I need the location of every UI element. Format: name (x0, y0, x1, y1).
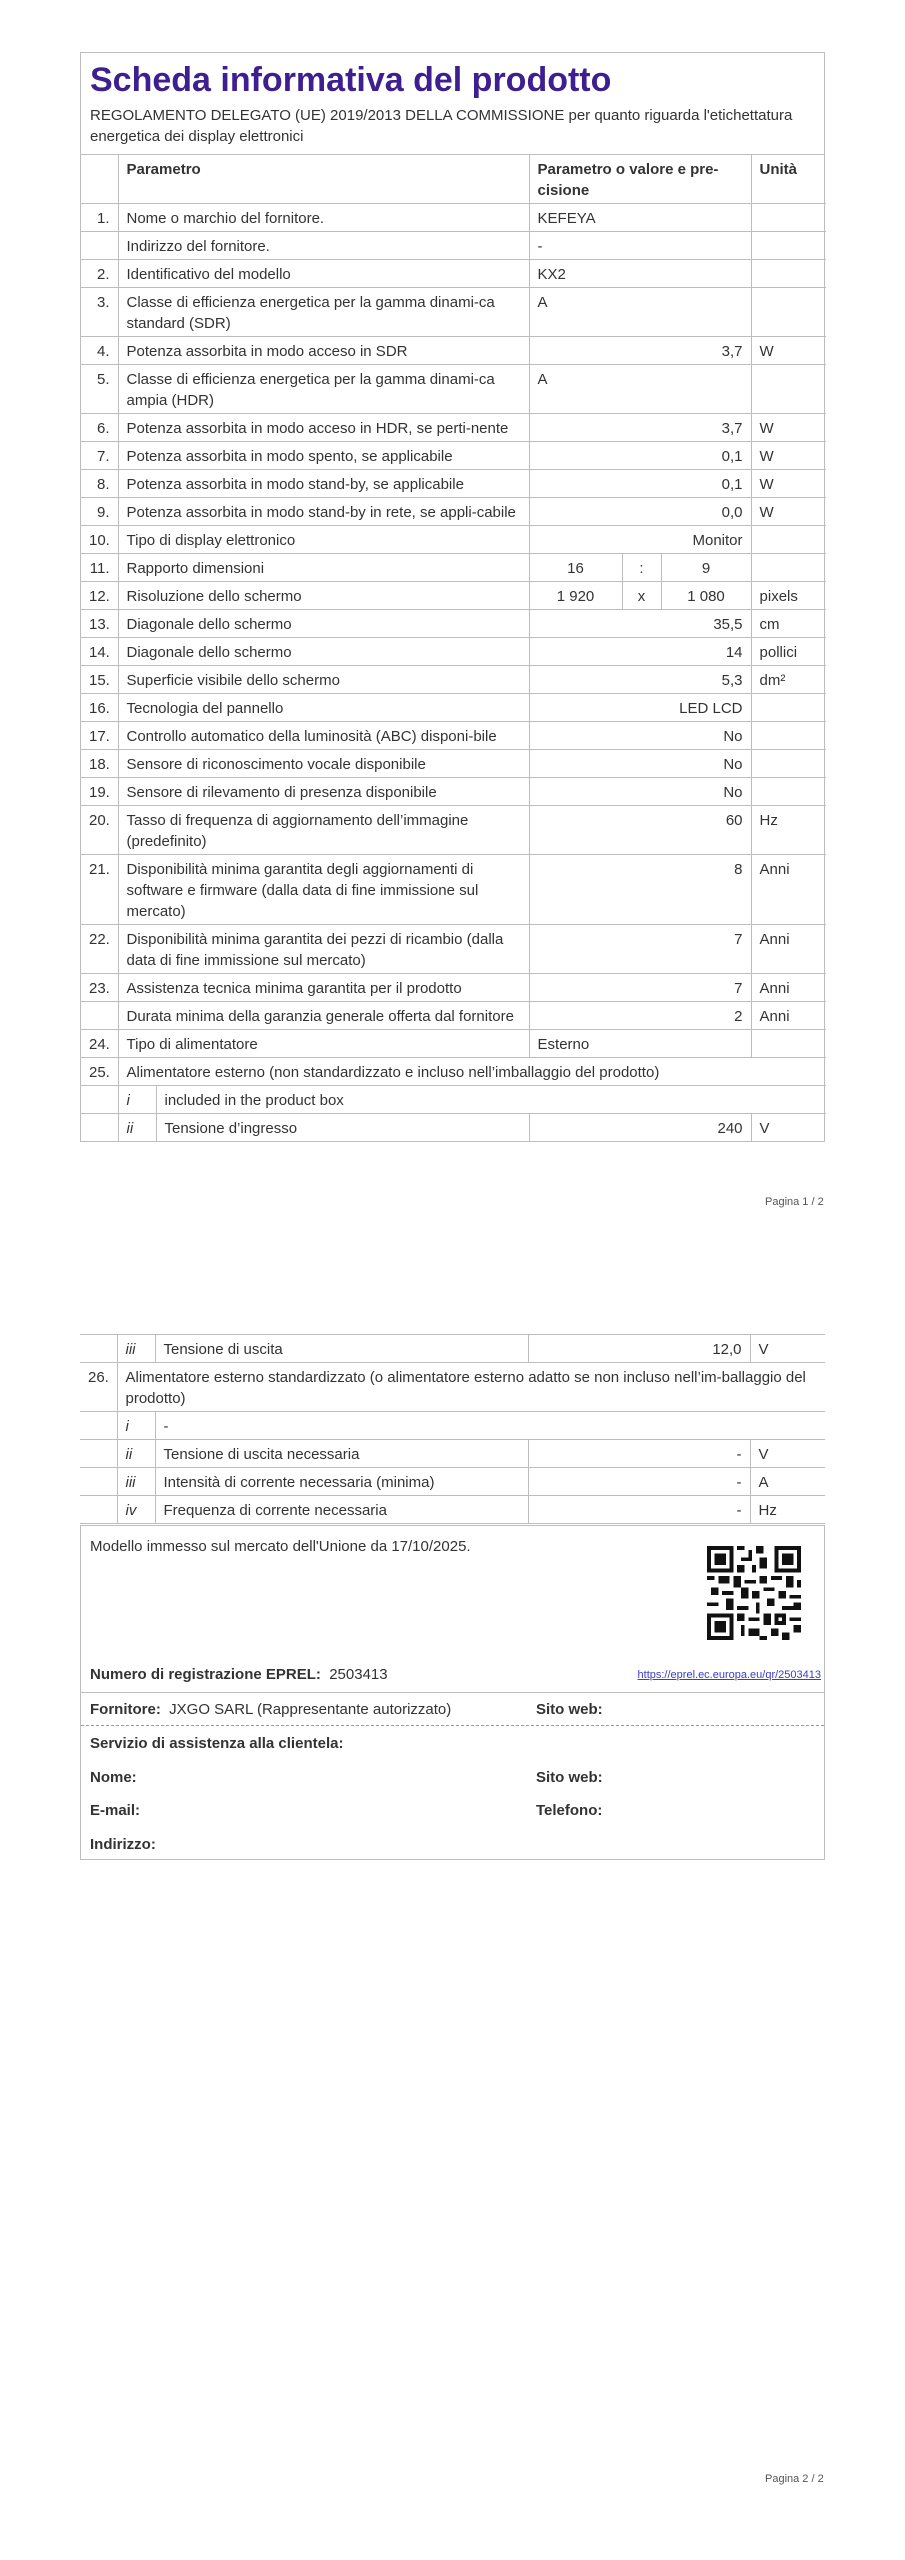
header-param: Parametro (118, 155, 529, 204)
row-number: 9. (81, 498, 118, 526)
table-row (81, 498, 826, 526)
table-row (81, 414, 826, 442)
product-info-sheet-page-2 (80, 1334, 825, 1524)
table-row (81, 694, 826, 722)
row-param: Controllo automatico della luminosità (ABC) disponi-bile (118, 722, 529, 750)
row-unit (751, 288, 826, 337)
resolution-width: 1 920 (529, 582, 622, 610)
row-param: Tipo di alimentatore (118, 1030, 529, 1058)
row-number: 11. (81, 554, 118, 582)
sheet-header (81, 53, 824, 155)
table-row (81, 1002, 826, 1030)
row-unit: A (750, 1468, 825, 1496)
row-value: 3,7 (529, 414, 751, 442)
table-row (81, 288, 826, 337)
header-unit: Unità (751, 155, 826, 204)
row-number: 15. (81, 666, 118, 694)
row-param: Rapporto dimensioni (118, 554, 529, 582)
ratio-height: 9 (661, 554, 751, 582)
row-param: Potenza assorbita in modo acceso in SDR (118, 337, 529, 365)
row-roman: ii (117, 1440, 155, 1468)
supplier-line (90, 1701, 451, 1718)
row-unit (751, 1030, 826, 1058)
service-website-label: Sito web: (536, 1769, 603, 1786)
row-unit: W (751, 337, 826, 365)
row-unit: pollici (751, 638, 826, 666)
table-row (80, 1363, 825, 1412)
row-unit (751, 778, 826, 806)
row-param: Superficie visibile dello schermo (118, 666, 529, 694)
row-number: 2. (81, 260, 118, 288)
row-roman: iv (117, 1496, 155, 1524)
customer-service-label: Servizio di assistenza alla clientela: (90, 1735, 344, 1752)
row-param: Tipo di display elettronico (118, 526, 529, 554)
row-number: 26. (80, 1363, 117, 1412)
row-param: Tensione d’ingresso (156, 1114, 529, 1142)
table-row (81, 925, 826, 974)
row-param: Potenza assorbita in modo acceso in HDR, se perti-nente (118, 414, 529, 442)
row-unit (751, 750, 826, 778)
row-unit: V (751, 1114, 826, 1142)
row-value: - (528, 1440, 750, 1468)
row-param: included in the product box (156, 1086, 826, 1114)
divider (81, 1692, 824, 1693)
row-number (81, 1002, 118, 1030)
table-row (81, 260, 826, 288)
table-row (81, 638, 826, 666)
row-param: Potenza assorbita in modo stand-by in rete, se appli-cabile (118, 498, 529, 526)
row-number: 17. (81, 722, 118, 750)
row-param: Potenza assorbita in modo stand-by, se applicabile (118, 470, 529, 498)
row-value: 8 (529, 855, 751, 925)
row-param: Sensore di rilevamento di presenza disponibile (118, 778, 529, 806)
table-subrow (80, 1335, 825, 1363)
row-unit: Anni (751, 855, 826, 925)
row-param: Sensore di riconoscimento vocale disponibile (118, 750, 529, 778)
row-number: 19. (81, 778, 118, 806)
row-param: Potenza assorbita in modo spento, se applicabile (118, 442, 529, 470)
supplier-label: Fornitore: (90, 1701, 161, 1718)
row-value: Monitor (529, 526, 751, 554)
row-value: 0,1 (529, 442, 751, 470)
row-param: Alimentatore esterno standardizzato (o alimentatore esterno adatto se non incluso nell’im-ballaggio del prodotto) (117, 1363, 825, 1412)
row-value: LED LCD (529, 694, 751, 722)
eprel-info-box (80, 1525, 825, 1860)
table-row (81, 365, 826, 414)
row-value: 0,0 (529, 498, 751, 526)
row-unit (751, 694, 826, 722)
row-value: Esterno (529, 1030, 751, 1058)
table-row (81, 470, 826, 498)
row-param: Indirizzo del fornitore. (118, 232, 529, 260)
row-unit (751, 526, 826, 554)
table-row (81, 666, 826, 694)
supplier-website-label: Sito web: (536, 1701, 603, 1718)
row-roman: iii (117, 1468, 155, 1496)
row-param: Identificativo del modello (118, 260, 529, 288)
market-placement-text: Modello immesso sul mercato dell'Unione da 17/10/2025. (90, 1538, 471, 1555)
row-value: No (529, 778, 751, 806)
table-subrow (81, 1114, 826, 1142)
row-number: 23. (81, 974, 118, 1002)
row-value: 7 (529, 925, 751, 974)
row-param: Assistenza tecnica minima garantita per il prodotto (118, 974, 529, 1002)
row-unit: cm (751, 610, 826, 638)
eprel-registration (90, 1666, 388, 1683)
row-number: 3. (81, 288, 118, 337)
table-row (81, 610, 826, 638)
row-unit: dm² (751, 666, 826, 694)
row-value: No (529, 722, 751, 750)
table-header-row (81, 155, 826, 204)
row-number: 7. (81, 442, 118, 470)
row-unit: Anni (751, 925, 826, 974)
row-number: 20. (81, 806, 118, 855)
table-subrow (80, 1440, 825, 1468)
table-row (81, 855, 826, 925)
row-value: - (528, 1468, 750, 1496)
regulation-subtitle: REGOLAMENTO DELEGATO (UE) 2019/2013 DELLA COMMISSIONE per quanto riguarda l'etichettatura energetica dei display elettronici (90, 107, 793, 145)
row-unit: W (751, 442, 826, 470)
row-number: 18. (81, 750, 118, 778)
row-number: 4. (81, 337, 118, 365)
qr-code-icon[interactable] (707, 1546, 801, 1640)
row-unit (751, 204, 826, 232)
table-subrow (80, 1496, 825, 1524)
row-number: 24. (81, 1030, 118, 1058)
table-row (81, 526, 826, 554)
table-row (81, 204, 826, 232)
row-unit: Anni (751, 1002, 826, 1030)
row-unit (751, 365, 826, 414)
row-number: 6. (81, 414, 118, 442)
table-subrow (80, 1412, 825, 1440)
row-number: 21. (81, 855, 118, 925)
phone-label: Telefono: (536, 1802, 603, 1819)
row-param: Diagonale dello schermo (118, 638, 529, 666)
row-param: Tensione di uscita (155, 1335, 528, 1363)
row-unit (751, 232, 826, 260)
row-unit: V (750, 1335, 825, 1363)
row-value: 14 (529, 638, 751, 666)
ratio-separator: : (622, 554, 661, 582)
row-value: 12,0 (528, 1335, 750, 1363)
product-info-sheet-page-1 (80, 52, 825, 1142)
row-number: 12. (81, 582, 118, 610)
table-row (81, 337, 826, 365)
table-row (81, 722, 826, 750)
row-unit (751, 554, 826, 582)
table-subrow (80, 1468, 825, 1496)
table-row (81, 974, 826, 1002)
row-param: Tensione di uscita necessaria (155, 1440, 528, 1468)
table-row (81, 582, 826, 610)
resolution-height: 1 080 (661, 582, 751, 610)
row-param: Risoluzione dello schermo (118, 582, 529, 610)
row-number (81, 232, 118, 260)
row-number: 8. (81, 470, 118, 498)
row-roman: i (117, 1412, 155, 1440)
row-value: 3,7 (529, 337, 751, 365)
row-value: 5,3 (529, 666, 751, 694)
table-row (81, 232, 826, 260)
row-roman: i (118, 1086, 156, 1114)
row-value: 2 (529, 1002, 751, 1030)
row-unit: Anni (751, 974, 826, 1002)
row-param: Diagonale dello schermo (118, 610, 529, 638)
name-label: Nome: (90, 1769, 137, 1786)
page-number: Pagina 1 / 2 (765, 1196, 824, 1208)
row-value: 0,1 (529, 470, 751, 498)
row-unit: W (751, 414, 826, 442)
row-param: Durata minima della garanzia generale offerta dal fornitore (118, 1002, 529, 1030)
row-param: Alimentatore esterno (non standardizzato e incluso nell’imballaggio del prodotto) (118, 1058, 826, 1086)
ratio-width: 16 (529, 554, 622, 582)
row-roman: ii (118, 1114, 156, 1142)
sheet-title: Scheda informativa del prodotto (90, 61, 612, 99)
row-param: Disponibilità minima garantita degli aggiornamenti di software e firmware (dalla data di fine immissione sul mercato) (118, 855, 529, 925)
row-param: Frequenza di corrente necessaria (155, 1496, 528, 1524)
row-param: Classe di efficienza energetica per la gamma dinami-ca ampia (HDR) (118, 365, 529, 414)
row-roman: iii (117, 1335, 155, 1363)
page-number: Pagina 2 / 2 (765, 2473, 824, 2485)
row-unit (751, 722, 826, 750)
row-param: Classe di efficienza energetica per la gamma dinami-ca standard (SDR) (118, 288, 529, 337)
row-number: 16. (81, 694, 118, 722)
row-number: 22. (81, 925, 118, 974)
eprel-link[interactable]: https://eprel.ec.europa.eu/qr/2503413 (637, 1669, 821, 1681)
table-subrow (81, 1086, 826, 1114)
row-param: Tecnologia del pannello (118, 694, 529, 722)
table-row (81, 806, 826, 855)
row-value: KX2 (529, 260, 751, 288)
row-number: 14. (81, 638, 118, 666)
row-value: KEFEYA (529, 204, 751, 232)
row-unit: W (751, 498, 826, 526)
row-value: 60 (529, 806, 751, 855)
table-row (81, 1030, 826, 1058)
row-unit: W (751, 470, 826, 498)
row-number: 25. (81, 1058, 118, 1086)
row-number: 1. (81, 204, 118, 232)
row-unit: pixels (751, 582, 826, 610)
row-number: 5. (81, 365, 118, 414)
row-unit (751, 260, 826, 288)
table-row (81, 554, 826, 582)
row-value: - (529, 232, 751, 260)
row-param: - (155, 1412, 825, 1440)
row-value: 240 (529, 1114, 751, 1142)
row-param: Intensità di corrente necessaria (minima) (155, 1468, 528, 1496)
dashed-divider (81, 1725, 824, 1726)
row-unit: Hz (751, 806, 826, 855)
row-number: 10. (81, 526, 118, 554)
table-row (81, 778, 826, 806)
parameters-table-continued (80, 1335, 825, 1523)
row-value: - (528, 1496, 750, 1524)
row-value: A (529, 288, 751, 337)
row-param: Disponibilità minima garantita dei pezzi di ricambio (dalla data di fine immissione sul mercato) (118, 925, 529, 974)
table-row (81, 442, 826, 470)
eprel-registration-value: 2503413 (329, 1666, 388, 1683)
email-label: E-mail: (90, 1802, 141, 1819)
row-number: 13. (81, 610, 118, 638)
row-unit: V (750, 1440, 825, 1468)
row-param: Tasso di frequenza di aggiornamento dell’immagine (predefinito) (118, 806, 529, 855)
row-value: No (529, 750, 751, 778)
row-param: Nome o marchio del fornitore. (118, 204, 529, 232)
supplier-value: JXGO SARL (Rappresentante autorizzato) (169, 1701, 452, 1718)
table-row (81, 750, 826, 778)
row-value: 35,5 (529, 610, 751, 638)
row-value: A (529, 365, 751, 414)
parameters-table (81, 155, 826, 1141)
eprel-registration-label: Numero di registrazione EPREL: (90, 1666, 321, 1683)
row-unit: Hz (750, 1496, 825, 1524)
header-value: Parametro o valore e pre-cisione (529, 155, 751, 204)
resolution-separator: x (622, 582, 661, 610)
table-row (81, 1058, 826, 1086)
address-label: Indirizzo: (90, 1836, 156, 1853)
row-value: 7 (529, 974, 751, 1002)
